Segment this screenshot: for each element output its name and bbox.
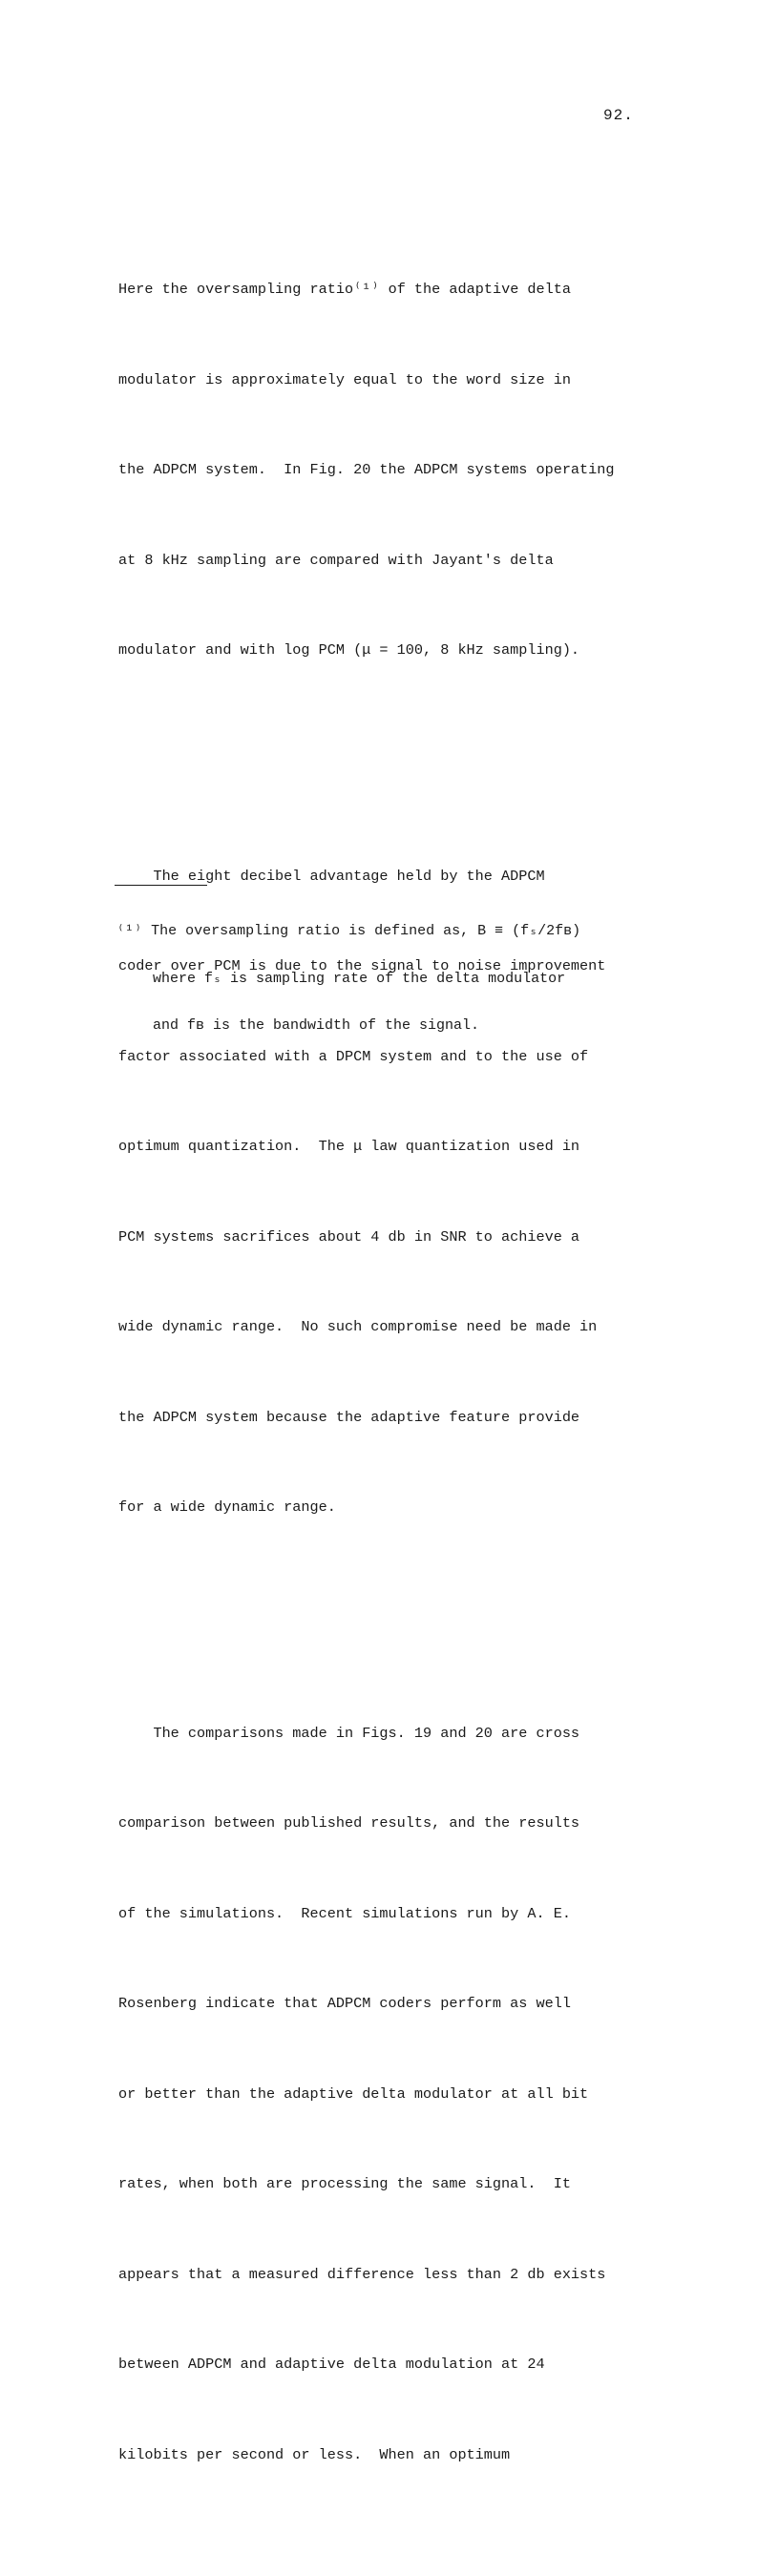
text-line: rates, when both are processing the same signal. It <box>118 2175 571 2192</box>
text-line: optimum quantization. The μ law quantization used in <box>118 1138 580 1155</box>
text-line: Here the oversampling ratio⁽¹⁾ of the adaptive delta <box>118 281 571 298</box>
text-line: the ADPCM system. In Fig. 20 the ADPCM systems operating <box>118 461 615 478</box>
text-line: Rosenberg indicate that ADPCM coders perform as well <box>118 1995 571 2012</box>
page-number: 92. <box>603 107 634 124</box>
text-line: the ADPCM system because the adaptive feature provide <box>118 1408 580 1426</box>
text-line: modulator is approximately equal to the word size in <box>118 370 571 388</box>
text-line: appears that a measured difference less than 2 db exists <box>118 2265 606 2283</box>
text-line: modulator and with log PCM (μ = 100, 8 kHz sampling). <box>118 641 580 659</box>
body-text <box>118 155 653 2576</box>
footnote <box>116 892 670 1050</box>
text-line: or better than the adaptive delta modulator at all bit <box>118 2084 589 2103</box>
text-line: for a wide dynamic range. <box>118 1498 336 1516</box>
text-line: of the simulations. Recent simulations run by A. E. <box>118 1904 571 1922</box>
footnote-rule <box>115 885 207 886</box>
footnote-line: and fʙ is the bandwidth of the signal. <box>153 1017 480 1034</box>
text-line: coder over PCM is due to the signal to noise improvement <box>118 957 606 974</box>
text-line: factor associated with a DPCM system and to the use of <box>118 1047 589 1065</box>
text-line: between ADPCM and adaptive delta modulation at 24 <box>118 2356 545 2373</box>
footnote-line: where fₛ is sampling rate of the delta modulator <box>153 970 566 987</box>
footnote-line: ⁽¹⁾ The oversampling ratio is defined as, B ≡ (fₛ/2fʙ) <box>116 923 581 939</box>
text-line: at 8 kHz sampling are compared with Jayant's delta <box>118 551 554 569</box>
text-line: The comparisons made in Figs. 19 and 20 are cross <box>118 1724 580 1742</box>
text-line: comparison between published results, and the results <box>118 1814 580 1832</box>
text-line: wide dynamic range. No such compromise need be made in <box>118 1318 598 1335</box>
text-line: kilobits per second or less. When an optimum <box>118 2445 511 2463</box>
paragraph-1 <box>118 215 653 726</box>
text-line: The eight decibel advantage held by the ADPCM <box>118 867 545 885</box>
text-line: PCM systems sacrifices about 4 db in SNR to achieve a <box>118 1227 580 1246</box>
paragraph-3 <box>118 1659 653 2531</box>
